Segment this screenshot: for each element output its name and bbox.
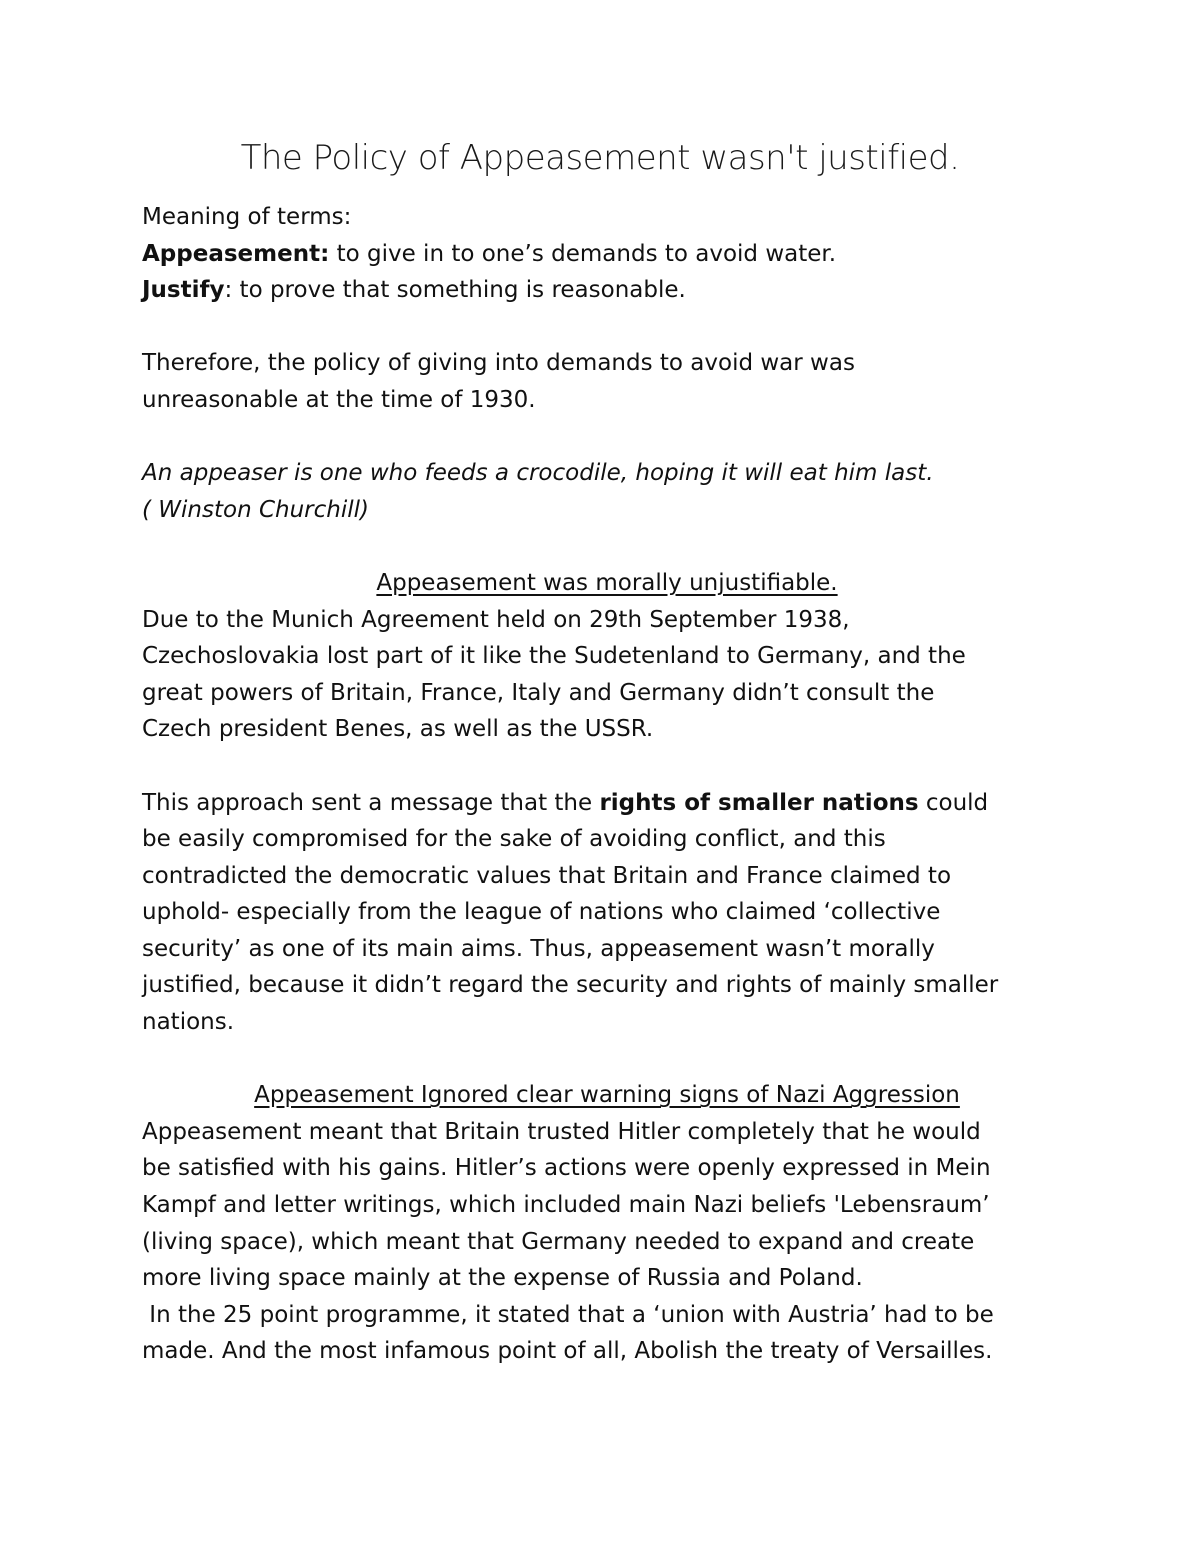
section-2-line-7: made. And the most infamous point of all, Abolish the treaty of Versailles. <box>142 1338 993 1365</box>
section-2-line-2: be satisfied with his gains. Hitler’s actions were openly expressed in Mein <box>142 1155 991 1182</box>
section-1-para-2-line-4: uphold- especially from the league of nations who claimed ‘collective <box>142 899 941 926</box>
section-1-para-1-line-3: great powers of Britain, France, Italy and Germany didn’t consult the <box>142 679 935 706</box>
section-1-para-1-line-4: Czech president Benes, as well as the USSR. <box>142 716 654 743</box>
section-1-para-2-line-2: be easily compromised for the sake of avoiding conflict, and this <box>142 826 886 853</box>
quote-attribution-italic: ( Winston Churchill) <box>142 496 369 523</box>
section-2-line-6: In the 25 point programme, it stated that a ‘union with Austria’ had to be <box>142 1301 994 1328</box>
therefore-line-2: unreasonable at the time of 1930. <box>142 386 536 413</box>
section-2-line-3: Kampf and letter writings, which included main Nazi beliefs 'Lebensraum’ <box>142 1192 990 1219</box>
spacer <box>142 309 1072 346</box>
section-2-line-1: Appeasement meant that Britain trusted Hitler completely that he would <box>142 1118 981 1145</box>
section-1-para-2-line-1 <box>142 785 1072 822</box>
definition-appeasement <box>142 236 1072 273</box>
definition-justify <box>142 272 1072 309</box>
para-2-start: This approach sent a message that the <box>142 789 600 816</box>
definition-appeasement-text: to give in to one’s demands to avoid water. <box>329 240 837 267</box>
section-2-line-4: (living space), which meant that Germany needed to expand and create <box>142 1228 975 1255</box>
document-title: The Policy of Appeasement wasn't justified. <box>240 138 960 178</box>
section-1-para-2-line-3: contradicted the democratic values that Britain and France claimed to <box>142 862 952 889</box>
section-1-heading: Appeasement was morally unjustifiable. <box>376 569 838 596</box>
section-1-para-2-line-6: justified, because it didn’t regard the security and rights of mainly smaller <box>142 972 999 999</box>
section-1-para-2-line-7: nations. <box>142 1009 235 1036</box>
spacer <box>142 748 1072 785</box>
definition-justify-text: : to prove that something is reasonable. <box>224 277 686 304</box>
section-2-line-5: more living space mainly at the expense of Russia and Poland. <box>142 1265 863 1292</box>
quote-text-italic: An appeaser is one who feeds a crocodile, hoping it will eat him last. <box>142 460 934 487</box>
quote-attribution <box>142 492 1072 529</box>
para-2-bold-phrase: rights of smaller nations <box>599 789 919 816</box>
section-2-heading: Appeasement Ignored clear warning signs of Nazi Aggression <box>254 1082 960 1109</box>
document-body <box>142 199 1072 1370</box>
para-2-after-bold: could <box>918 789 989 816</box>
spacer <box>142 1041 1072 1078</box>
section-1-para-2-line-5: security’ as one of its main aims. Thus, appeasement wasn’t morally <box>142 935 935 962</box>
spacer <box>142 528 1072 565</box>
spacer <box>142 419 1072 456</box>
quote-text <box>142 455 1072 492</box>
therefore-line-1: Therefore, the policy of giving into demands to avoid war was <box>142 350 855 377</box>
term-appeasement: Appeasement: <box>142 240 330 267</box>
definitions-heading: Meaning of terms: <box>142 204 352 230</box>
section-1-para-1-line-2: Czechoslovakia lost part of it like the Sudetenland to Germany, and the <box>142 643 966 670</box>
section-1-para-1-line-1: Due to the Munich Agreement held on 29th September 1938, <box>142 606 850 633</box>
term-justify: Justify <box>142 277 225 304</box>
